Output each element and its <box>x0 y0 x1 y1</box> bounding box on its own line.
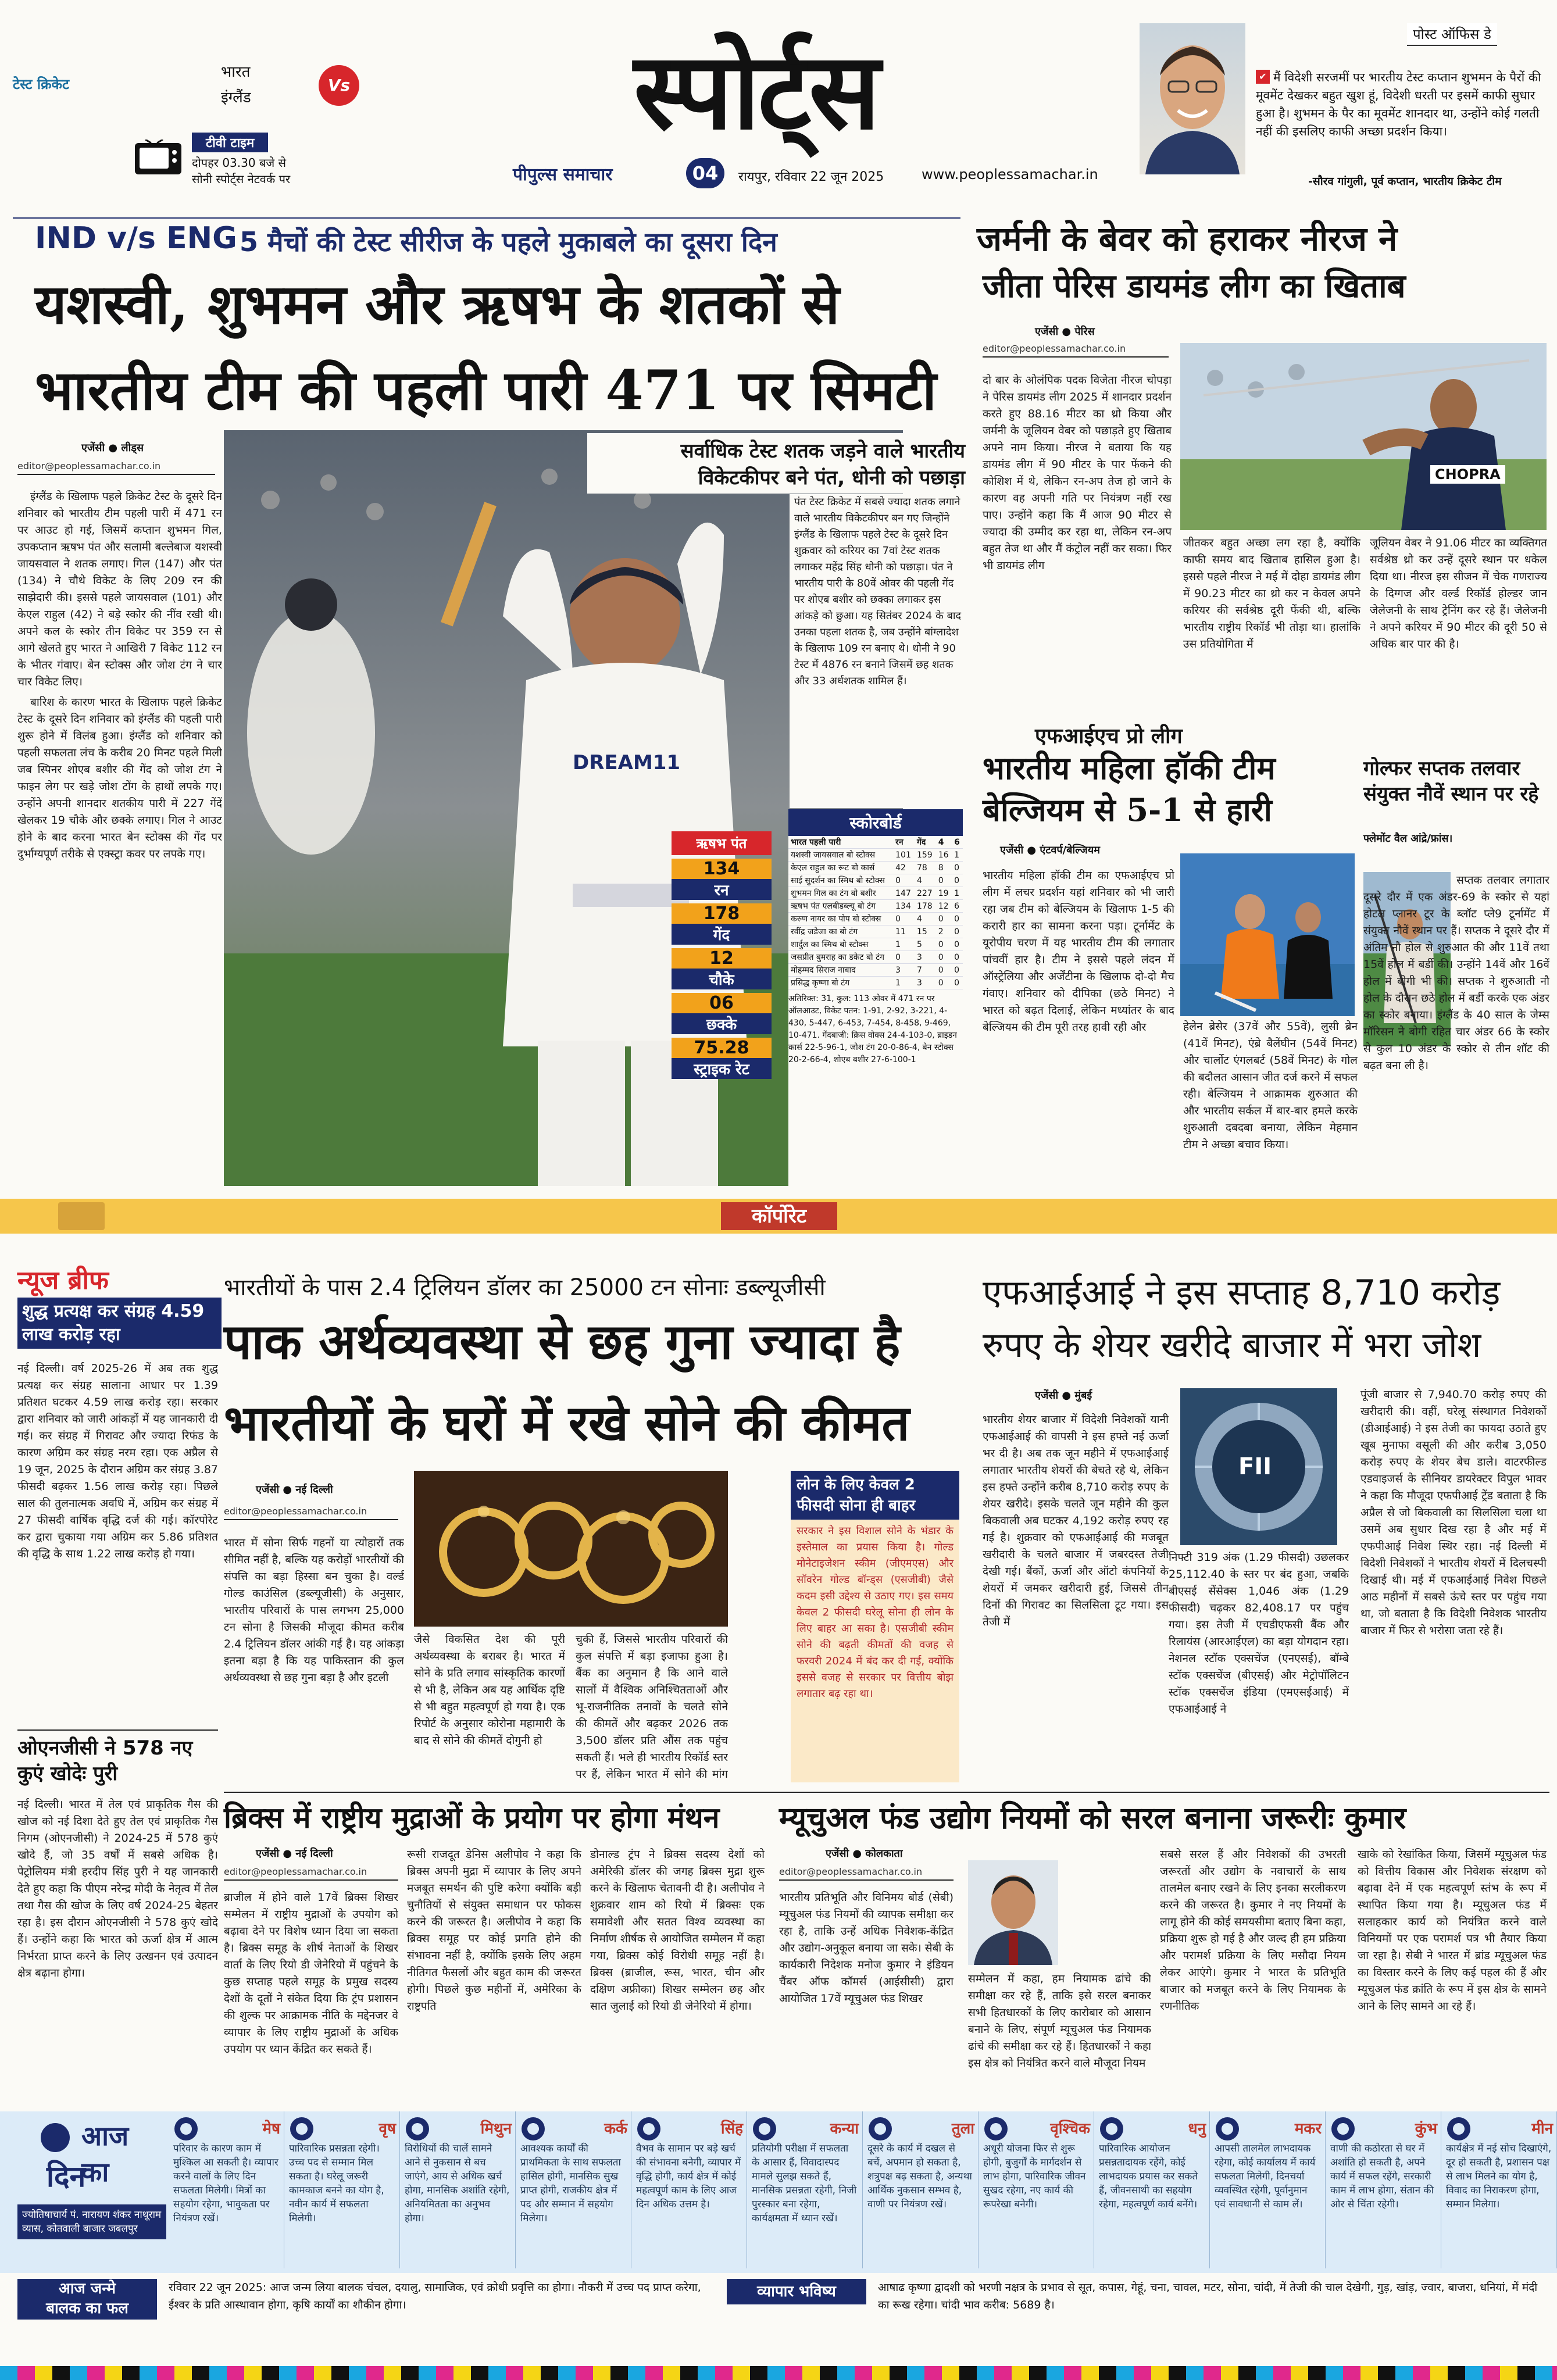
postoffice-label-text: पोस्ट ऑफिस डे <box>1413 26 1491 42</box>
stat-sixes-label: छक्के <box>672 1013 772 1034</box>
zodiac-name: मकर <box>1294 2120 1322 2138</box>
score-cell: 0 <box>936 951 952 964</box>
loan-title: लोन के लिए केवल 2 फीसदी सोना ही बाहर <box>791 1471 959 1520</box>
cricket-tag: IND v/s ENG <box>35 221 237 256</box>
zodiac-sign-box <box>1094 2111 1210 2268</box>
hockey-body-1: भारतीय महिला हॉकी टीम का एफआईएच प्रो लीग में लचर प्रदर्शन यहां शनिवार को भी जारी रहा जब टीम को बेल्जियम के खिलाफ 1-5 की करारी हार का सामना करना पड़ा। टूर्नामेंट के यूरोपीय चरण में यह भारतीय टीम की लगातार पांचवीं हार है। टीम ने इससे पहले लंदन में ऑस्ट्रेलिया और अर्जेंटीना के खिलाफ दो-दो मैच गंवाए। शनिवार को दीपिका (छठे मिनट) ने भारत को बढ़त दिलाई, लेकिन मध्यांतर के बाद बेल्जियम की टीम पूरी तरह हावी रही और <box>983 869 1174 1034</box>
mf-byline: एजेंसी ● कोलकाता <box>826 1847 903 1860</box>
mf-body-2: सम्मेलन में कहा, हम नियामक ढांचे की समीक्षा कर रहे हैं, ताकि इसे सरल बनाकर सभी हितधारकों के लिए कारोबार को आसान बनाने के लिए, संपूर्ण म्यूचुअल फंड नियामक ढांचे की समीक्षा कर रहे हैं। हितधारकों ने कहा इस क्षेत्र को नियंत्रित करने वाले मौजूदा नियम <box>968 1972 1151 2070</box>
score-cell: 15 <box>915 925 936 938</box>
born-text: रविवार 22 जून 2025: आज जन्म लिया बालक चंचल, दयालु, सामाजिक, एवं क्रोधी प्रवृत्ति का होगा। नौकरी में उच्च पद प्राप्त करेगा, ईश्वर के प्रति आस्थावान होगा, कृषि कार्यों का शौकीन होगा। <box>169 2281 701 2311</box>
batter-cell: मोहम्मद सिराज नाबाद <box>788 964 893 977</box>
scoreboard-row <box>788 951 963 964</box>
masthead-left-label: टेस्ट क्रिकेट <box>13 76 70 92</box>
zodiac-icon <box>636 2116 662 2142</box>
fii-headline-1: एफआईआई ने इस सप्ताह 8,710 करोड़ <box>983 1273 1501 1313</box>
zodiac-name: मेष <box>262 2120 280 2138</box>
hockey-headline-1: भारतीय महिला हॉकी टीम <box>983 749 1276 787</box>
neeraj-bib: CHOPRA <box>1430 465 1505 484</box>
zodiac-text: वैभव के सामान पर बड़े खर्च की संभावना बनेगी, व्यापार में वृद्धि होगी, कार्य क्षेत्र में कोई महत्वपूर्ण काम के लिए आज दिन अधिक उत्तम है। <box>636 2143 741 2210</box>
score-cell: 0 <box>936 913 952 925</box>
brief1-body: नई दिल्ली। वर्ष 2025-26 में अब तक शुद्ध प्रत्यक्ष कर संग्रह सालाना आधार पर 1.39 प्रतिशत घटकर 4.59 लाख करोड़ रहा। सरकार द्वारा शनिवार को जारी आंकड़ों में यह जानकारी दी गई। कर संग्रह में गिरावट और ज्यादा रिफंड के कारण अग्रिम कर संग्रह नरम रहा। एक अप्रैल से 19 जून, 2025 के दौरान अग्रिम कर संग्रह 3.87 फीसदी बढ़कर 1.56 लाख करोड़ रहा। पिछले साल की तुलनात्मक अवधि में, अग्रिम कर संग्रह में 27 फीसदी वार्षिक वृद्धि दर्ज की गई। कॉरपोरेट कर द्वारा चुकाया गया अग्रिम कर 5.86 प्रतिशत की वृद्धि के साथ 1.22 लाख करोड़ हो गया। <box>17 1362 218 1560</box>
market-label <box>727 2279 866 2304</box>
batter-cell: यशस्वी जायसवाल बो स्टोक्स <box>788 849 893 862</box>
stat-balls-value: 178 <box>672 903 772 924</box>
zodiac-icon <box>752 2116 777 2142</box>
score-cell: 0 <box>952 938 963 951</box>
kumar-photo <box>968 1860 1058 1965</box>
brics-byline: एजेंसी ● नई दिल्ली <box>256 1847 333 1860</box>
batter-cell: शुभमन गिल का टंग बो बशीर <box>788 887 893 900</box>
batter-cell: ऋषभ पंत एलबीडब्ल्यू बो टंग <box>788 900 893 913</box>
brief2-title: ओएनजीसी ने 578 नए कुएं खोदेः पुरी <box>17 1729 218 1786</box>
score-cell: 0 <box>952 964 963 977</box>
batter-cell: साई सुदर्शन का स्मिथ बो स्टोक्स <box>788 874 893 887</box>
scoreboard-footer: अतिरिक्त: 31, कुल: 113 ओवर में 471 रन पर ऑलआउट, विकेट पतन: 1-91, 2-92, 3-221, 4-430, 5-447, 6-453, 7-454, 8-458, 9-469, 10-471. गेंदबाजी: क्रिस वोक्स 24-4-103-0, ब्राइडन कार्स 22-5-96-1, जोश टंग 20-0-86-4, बेन स्टोक्स 20-2-66-4, शोएब बशीर 27-6-100-1 <box>788 994 957 1064</box>
hockey-body-2: हेलेन ब्रेसेर (37वें और 55वें), लुसी ब्रेन (41वें मिनट), एंब्रे बैलेंघीन (54वें मिनट) और चार्लोट एंगलबर्ट (58वें मिनट) के गोल की बदौलत आसान जीत दर्ज करने में सफल रही। बेल्जियम ने आक्रामक शुरुआत की और भारतीय सर्कल में बार-बार हमले करके शुरुआती दबदबा बनाया, लेकिन मेहमान टीम ने अच्छा बचाव किया। <box>1183 1020 1358 1151</box>
score-cell: 0 <box>952 977 963 989</box>
divider <box>13 217 960 219</box>
stat-runs-value: 134 <box>672 859 772 879</box>
hockey-photo <box>1180 853 1355 1016</box>
score-cell: 42 <box>893 862 915 874</box>
brics-body-1: ब्राजील में होने वाले 17वें ब्रिक्स शिखर सम्मेलन में राष्ट्रीय मुद्राओं के उपयोग को बढ़ावा देने पर विशेष ध्यान दिया जा सकता है। ब्रिक्स समूह के शीर्ष नेताओं के शिखर वार्ता के लिए रियो डी जेनेरियो में पहुंचने के कुछ सप्ताह पहले समूह के प्रमुख सदस्य देशों के दूतों ने संकेत दिया कि ट्रंप प्रशासन की शुल्क पर आक्रामक नीति के मद्देनजर वे व्यापार के लिए राष्ट्रीय मुद्राओं के अधिक उपयोग पर ध्यान केंद्रित कर सकते हैं। <box>224 1891 398 2056</box>
zodiac-text: अधूरी योजना फिर से शुरू होगी, बुजुर्गों के मार्गदर्शन से लाभ होगा, पारिवारिक जीवन सुखद रहेगा, नए कार्य की रूपरेखा बनेगी। <box>983 2143 1086 2210</box>
neeraj-body-1: दो बार के ओलंपिक पदक विजेता नीरज चोपड़ा ने पेरिस डायमंड लीग 2025 में शानदार प्रदर्शन करते हुए 88.16 मीटर का थ्रो किया और जर्मनी के जूलियन वेबर को पछाड़ते हुए खिताब अपने नाम किया। नीरज ने बताया कि यह डायमंड लीग में 90 मीटर के पार फेंकने की कोशिश में थे, लेकिन रन-अप तेज हो जाने के कारण वह अपनी गति पर नियंत्रण नहीं रख पाए। उन्होंने कहा कि मैं आज 90 मीटर से ज्यादा की उम्मीद कर रहा था, लेकिन रन-अप बहुत तेज था और मैं कंट्रोल नहीं कर सका। फिर भी डायमंड लीग <box>983 374 1172 572</box>
neeraj-email: editor@peoplessamachar.co.in <box>983 343 1169 358</box>
scoreboard-table <box>788 836 963 989</box>
gold-jewellery-photo <box>414 1471 728 1627</box>
zodiac-text: कार्यक्षेत्र में नई सोच दिखाएंगे, दूर हो सकती है, प्रशासन पक्ष से लाभ मिलने का योग है, विवाद का निराकरण होगा, सम्मान मिलेगा। <box>1446 2143 1552 2210</box>
gold-body-1: भारत में सोना सिर्फ गहनों या त्योहारों तक सीमित नहीं है, बल्कि यह करोड़ों भारतीयों की संपत्ति का बड़ा हिस्सा बन चुका है। वर्ल्ड गोल्ड काउंसिल (डब्ल्यूजीसी) के अनुसार, भारतीय परिवारों के पास लगभग 25,000 टन सोना है जिसकी मौजूदा कीमत करीब 2.4 ट्रिलियन डॉलर आंकी गई है। यह आंकड़ा इतना बड़ा है कि यह पाकिस्तान की कुल अर्थव्यवस्था से छह गुना बड़ा है और इटली <box>224 1536 404 1684</box>
fii-byline: एजेंसी ● मुंबई <box>1035 1389 1092 1402</box>
hockey-headline-2: बेल्जियम से 5-1 से हारी <box>983 791 1272 828</box>
score-cell: 12 <box>936 900 952 913</box>
divider <box>224 1792 1549 1793</box>
cricket-email: editor@peoplessamachar.co.in <box>17 460 215 475</box>
zodiac-name: तुला <box>951 2120 974 2138</box>
zodiac-name: कर्क <box>604 2120 627 2138</box>
jersey-logo: DREAM11 <box>573 751 681 774</box>
neeraj-body-2: जीतकर बहुत अच्छा लग रहा है, क्योंकि काफी समय बाद खिताब हासिल हुआ है। इससे पहले नीरज ने मई में दोहा डायमंड लीग में 90.23 मीटर का थ्रो कर न केवल अपने करियर की सर्वश्रेष्ठ दूरी फेंकी थी, बल्कि भारतीय राष्ट्रीय रिकॉर्ड भी तोड़ा था। हालांकि उस प्रतियोगिता में <box>1183 537 1360 651</box>
hockey-kicker: एफआईएच प्रो लीग <box>1035 724 1183 748</box>
score-cell: 19 <box>936 887 952 900</box>
zodiac-sign-box <box>284 2111 400 2268</box>
pant-stats-panel <box>672 831 772 1079</box>
horoscope-title-2: दिन <box>47 2160 86 2193</box>
zodiac-name: सिंह <box>720 2120 743 2138</box>
hockey-byline: एजेंसी ● एंटवर्प/बेल्जियम <box>1000 844 1100 856</box>
batter-cell: प्रसिद्ध कृष्णा बो टंग <box>788 977 893 989</box>
gold-kicker: भारतीयों के पास 2.4 ट्रिलियन डॉलर का 25000 टन सोनाः डब्ल्यूजीसी <box>224 1274 826 1301</box>
zodiac-sign-box <box>631 2111 747 2268</box>
cricket-body <box>17 488 222 1186</box>
masthead <box>0 0 1557 201</box>
neeraj-byline: एजेंसी ● पेरिस <box>1035 326 1095 338</box>
score-cell: 78 <box>915 862 936 874</box>
zodiac-name: मीन <box>1531 2120 1553 2138</box>
scoreboard-row <box>788 900 963 913</box>
score-cell: 1 <box>893 938 915 951</box>
page-number <box>686 158 724 188</box>
mf-body-1: भारतीय प्रतिभूति और विनिमय बोर्ड (सेबी) म्यूचुअल फंड नियमों की व्यापक समीक्षा कर रहा है, ताकि उन्हें अधिक निवेशक-केंद्रित और उद्योग-अनुकूल बनाया जा सके। सेबी के कार्यकारी निदेशक मनोज कुमार ने इंडियन चैंबर ऑफ कॉमर्स (आईसीसी) द्वारा आयोजित 17वें म्यूचुअल फंड शिखर <box>779 1891 954 2005</box>
score-cell: 101 <box>893 849 915 862</box>
pant-record-story: पंत टेस्ट क्रिकेट में सबसे ज्यादा शतक लगाने वाले भारतीय विकेटकीपर बन गए जिन्होंने इंग्लैंड के खिलाफ पहले टेस्ट के दूसरे दिन शुक्रवार को करियर का 7वां टेस्ट शतक लगाकर महेंद्र सिंह धोनी को पछाड़ा। पंत ने भारतीय पारी के 80वें ओवर की पहली गेंद पर शोएब बशीर को छक्का लगाकर इस आंकड़े को छुआ। यह सितंबर 2024 के बाद उनका पहला शतक है, जब उन्होंने बांग्लादेश के खिलाफ 109 रन बनाए थे। धोनी ने 90 टेस्ट में 4876 रन बनाने जिसमें छह शतक और 33 अर्धशतक शामिल हैं। <box>790 494 966 808</box>
stat-balls-label: गेंद <box>672 924 772 945</box>
ganguly-photo <box>1140 23 1245 174</box>
stat-runs-label: रन <box>672 879 772 900</box>
zodiac-icon <box>1446 2116 1472 2142</box>
team-b: इंग्लैंड <box>221 89 251 106</box>
born-label <box>17 2279 157 2320</box>
fii-coin-text: FII <box>1238 1453 1272 1480</box>
cricket-body-p1: इंग्लैंड के खिलाफ पहले क्रिकेट टेस्ट के दूसरे दिन शनिवार को भारतीय टीम पहली पारी में 471 रन पर आउट हो गई, जिसमें कप्तान शुभमन गिल, उपकप्तान ऋषभ पंत और सलामी बल्लेबाज यशस्वी जायसवाल ने शतक लगाए। गिल (147) और पंत (134) ने चौथे विकेट के लिए 209 रन की साझेदारी की। इससे पहले जायसवाल (101) और केएल राहुल (42) ने बड़े स्कोर की नींव रखी थी। अपने कल के स्कोर तीन विकेट पर 359 रन से आगे खेलते हुए भारत ने आखिरी 7 विकेट 112 रन के भीतर गंवाए। बेन स्टोक्स और जोश टंग ने चार चार विकेट लिए। <box>17 490 222 688</box>
scoreboard-header-row <box>788 836 963 849</box>
zodiac-sign-box <box>169 2111 284 2268</box>
score-cell: 1 <box>893 977 915 989</box>
score-cell: 0 <box>952 925 963 938</box>
loan-box <box>791 1471 959 1782</box>
zodiac-sign-box <box>400 2111 516 2268</box>
zodiac-sign-box <box>863 2111 979 2268</box>
born-label-1: आज जन्मे <box>58 2280 116 2297</box>
score-cell: 0 <box>936 938 952 951</box>
scoreboard-row <box>788 849 963 862</box>
zodiac-icon <box>867 2116 893 2142</box>
photo-caption-line-2: विकेटकीपर बने पंत, धोनी को पछाड़ा <box>698 466 965 489</box>
horoscope-title-1: आज का <box>81 2120 129 2188</box>
batter-cell: करुण नायर का पोप बो स्टोक्स <box>788 913 893 925</box>
score-cell: 0 <box>893 913 915 925</box>
postoffice-quote: मैं विदेशी सरजमीं पर भारतीय टेस्ट कप्तान शुभमन के पैरों की मूवमेंट देखकर बहुत खुश हूं, विदेशी धरती पर इसमें काफी सुधार हुआ है। शुभमन के पैर का मूवमेंट शानदार था, उन्होंने कोई गलती नहीं की इसलिए काफी अच्छा प्रदर्शन किया। <box>1256 70 1541 138</box>
score-cell: 3 <box>893 964 915 977</box>
score-cell: 7 <box>915 964 936 977</box>
scoreboard-body <box>788 849 963 989</box>
news-brief-label: न्यूज ब्रीफ <box>17 1266 109 1295</box>
scoreboard-header-cell: गेंद <box>915 836 936 849</box>
neeraj-headline-1: जर्मनी के बेवर को हराकर नीरज ने <box>977 219 1398 259</box>
born-label-2: बालक का फल <box>46 2300 128 2317</box>
astrologer: ज्योतिषाचार्य पं. नारायण शंकर नाथूराम व्यास, कोतवाली बाजार जबलपुर <box>17 2204 166 2239</box>
horoscope-section <box>0 2111 1557 2273</box>
brics-headline: ब्रिक्स में राष्ट्रीय मुद्राओं के प्रयोग पर होगा मंथन <box>224 1800 720 1835</box>
tv-label-text: टीवी टाइम <box>206 136 255 151</box>
golf-byline: फ्लेमोंट वैल आंद्रे/फ्रांस। <box>1363 832 1453 845</box>
mf-email: editor@peoplessamachar.co.in <box>779 1866 954 1881</box>
neeraj-headline-2: जीता पेरिस डायमंड लीग का खिताब <box>983 267 1406 305</box>
cricket-kicker: 5 मैचों की टेस्ट सीरीज के पहले मुकाबले का दूसरा दिन <box>240 226 777 258</box>
stat-fours-value: 12 <box>672 948 772 969</box>
batter-cell: केएल राहुल का रूट बो कार्स <box>788 862 893 874</box>
market-text: आषाढ कृष्णा द्वादशी को भरणी नक्षत्र के प्रभाव से सूत, कपास, गेहूं, चना, चावल, मटर, सोना, चांदी, में तेजी की चाल देखेगी, गुड़, खांड़, ज्वार, बाजरा, धनियां, में मंदी का रूख रहेगा। चांदी भाव करीब: 5689 है। <box>878 2281 1538 2311</box>
zodiac-name: धनु <box>1188 2120 1206 2138</box>
score-cell: 3 <box>915 977 936 989</box>
photo-caption <box>587 433 971 494</box>
brics-email: editor@peoplessamachar.co.in <box>224 1866 398 1881</box>
scoreboard-title: स्कोरबोर्ड <box>788 809 963 836</box>
zodiac-name: वृष <box>378 2120 396 2138</box>
gold-email: editor@peoplessamachar.co.in <box>224 1506 398 1520</box>
score-cell: 4 <box>915 874 936 887</box>
cricket-byline: एजेंसी ● लीड्स <box>81 442 144 454</box>
score-cell: 147 <box>893 887 915 900</box>
tv-time: दोपहर 03.30 बजे से <box>192 156 287 170</box>
tv-icon <box>134 140 183 177</box>
brics-body-3: डोनाल्ड ट्रंप ने ब्रिक्स सदस्य देशों को अमेरिकी डॉलर की जगह ब्रिक्स मुद्रा शुरू करने के खिलाफ चेतावनी दी है। अलीपोव ने शुक्रवार शाम को रियो में ब्रिक्सः एक समावेशी और सतत विश्व व्यवस्था का निर्माण शीर्षक से आयोजित सम्मेलन में कहा गया, ब्रिक्स कोई विरोधी समूह नहीं है। ब्रिक्स (ब्राजील, रूस, भारत, चीन और दक्षिण अफ्रीका) शिखर सम्मेलन छह और सात जुलाई को रियो डी जेनेरियो में होगा। <box>590 1848 765 2013</box>
market-label-text: व्यापार भविष्य <box>757 2283 836 2300</box>
score-cell: 6 <box>952 900 963 913</box>
score-cell: 3 <box>915 951 936 964</box>
zodiac-text: प्रतियोगी परीक्षा में सफलता के आसार हैं, विवादास्पद मामले सुलझ सकते हैं, मानसिक प्रसन्नता रहेगी, निजी पुरस्कार बना रहेगा, कार्यक्षमता में ध्यान रखें। <box>752 2143 857 2224</box>
cricket-body-p2: बारिश के कारण भारत के खिलाफ पहले क्रिकेट टेस्ट के दूसरे दिन शनिवार को इंग्लैंड की पहली पारी शुरू होने में विलंब हुआ। इंग्लैंड को शनिवार को पहली सफलता लंच के करीब 20 मिनट पहले मिली जब स्पिनर शोएब बशीर की गेंद को जोश टंग ने फाइन लेग पर खड़े जोश टोंग के हाथों लपके गए। उन्होंने अपनी शानदार शतकीय पारी में 227 गेंदें खेलकर 19 चौके और छक्के लगाए। गिल ने आउट होने के बाद करना भारत बेन स्टोक्स की गेंद पर दुर्भाग्यपूर्ण तरीके से एक्स्ट्रा कवर पर लपके गए। <box>17 696 222 860</box>
score-cell: 178 <box>915 900 936 913</box>
horoscope-title-box <box>12 2111 163 2273</box>
gold-headline-1: पाक अर्थव्यवस्था से छह गुना ज्यादा है <box>224 1313 901 1370</box>
stat-fours-label: चौके <box>672 969 772 989</box>
fii-coin-photo <box>1180 1388 1337 1545</box>
zodiac-name: कन्या <box>830 2120 859 2138</box>
stat-sr-value: 75.28 <box>672 1038 772 1058</box>
stat-sr-label: स्ट्राइक रेट <box>672 1058 772 1079</box>
zodiac-row <box>169 2111 1557 2273</box>
scoreboard-header-cell: 4 <box>936 836 952 849</box>
cricket-headline-1: यशस्वी, शुभमन और ऋषभ के शतकों से <box>35 273 840 337</box>
stat-sixes-value: 06 <box>672 993 772 1013</box>
score-cell: 0 <box>893 874 915 887</box>
golf-body: सप्तक तलवार लगातार दूसरे दौर में एक अंडर-69 के स्कोर से यहां होटल प्लानर टूर के ब्लॉट प्ले9 टूर्नामेंट में संयुक्त नौवें स्थान पर हैं। सप्तक ने दूसरे दौर में अंतिम नौ होल से शुरुआत की और 11वें तथा 15वें होल में बर्डी की। उन्होंने 14वें और 16वें होल में बोगी भी की। सप्तक ने शुरुआती नौ होल के दौरान छठे होल में बर्डी करके एक अंडर का स्कोर बनाया। इंग्लैंड के 40 साल के जेम्स मॉरिसन ने बोगी रहित चार अंडर 66 के स्कोर से कुल 10 अंडर के स्कोर से तीन शॉट की बढ़त बना ली है। <box>1363 874 1549 1072</box>
fii-headline-2: रुपए के शेयर खरीदे बाजार में भरा जोश <box>983 1325 1481 1366</box>
brief1-title: शुद्ध प्रत्यक्ष कर संग्रह 4.59 लाख करोड़ रहा <box>17 1298 222 1349</box>
batter-cell: जसप्रीत बुमराह का डकेट बो टंग <box>788 951 893 964</box>
zodiac-sign-box <box>1210 2111 1326 2268</box>
paper-name: पीपुल्स समाचार <box>513 165 613 185</box>
scoreboard-row <box>788 964 963 977</box>
score-cell: 16 <box>936 849 952 862</box>
batter-cell: रवींद्र जडेजा का बो टंग <box>788 925 893 938</box>
zodiac-sign-box <box>979 2111 1094 2268</box>
batter-cell: शार्दुल का स्मिथ बो स्टोक्स <box>788 938 893 951</box>
zodiac-text: पारिवारिक प्रसन्नता रहेगी। उच्च पद से सम्मान मिल सकता है। घरेलू जरूरी कामकाज बनने का योग है, नवीन कार्य में सफलता मिलेगी। <box>289 2143 384 2224</box>
scoreboard-row <box>788 913 963 925</box>
zodiac-icon <box>983 2116 1009 2142</box>
gold-byline: एजेंसी ● नई दिल्ली <box>256 1484 333 1496</box>
neeraj-body-3: जूलियन वेबर ने 91.06 मीटर का व्यक्तिगत सर्वश्रेष्ठ थ्रो कर उन्हें दूसरे स्थान पर धकेल दिया था। नीरज इस सीजन में चेक गणराज्य के दिग्गज और वर्ल्ड रिकॉर्ड होल्डर जान जेलेजनी के साथ ट्रेनिंग कर रहे हैं। जेलेजनी ने अपने करियर में 90 मीटर की दूरी 50 से अधिक बार पार की है। <box>1370 537 1547 651</box>
score-cell: 0 <box>893 951 915 964</box>
corporate-label-text: कॉर्पोरेट <box>751 1205 807 1228</box>
mf-body-3: सबसे सरल हैं और निवेशकों की उभरती जरूरतों और उद्योग के नवाचारों के साथ तालमेल बनाए रखने के लिए इनका सरलीकरण करने की जरूरत है। कुमार ने नए नियमों के लागू होने की कोई समयसीमा बताए बिना कहा, प्रक्रिया शुरू हो गई है और जल्द ही हम प्रक्रिया और परामर्श प्रक्रिया के लिए मसौदा नियम लेकर आएंगे। कुमार ने भारत के प्रतिभूति बाजार को मजबूत करने के लिए नियामक के रणनीतिक <box>1160 1848 1346 2013</box>
scoreboard-row <box>788 925 963 938</box>
score-cell: 2 <box>936 925 952 938</box>
score-cell: 227 <box>915 887 936 900</box>
scoreboard-row <box>788 874 963 887</box>
zodiac-text: दूसरे के कार्य में दखल से बचें, अपमान हो सकता है, शत्रुपक्ष बढ़ सकता है, अन्यथा आर्थिक नुकसान सम्भव है, वाणी पर नियंत्रण रखें। <box>867 2143 972 2210</box>
score-cell: 134 <box>893 900 915 913</box>
tv-channel: सोनी स्पोर्ट्स नेटवर्क पर <box>192 172 291 186</box>
score-cell: 0 <box>936 964 952 977</box>
zodiac-text: आवश्यक कार्यों की प्राथमिकता के साथ सफलता हासिल होगी, मानसिक सुख प्राप्त होगी, राजकीय क्षेत्र में पद और सम्मान में सहयोग मिलेगा। <box>520 2143 621 2224</box>
corporate-label <box>721 1202 837 1230</box>
score-cell: 1 <box>952 887 963 900</box>
score-cell: 1 <box>952 849 963 862</box>
zodiac-text: आपसी तालमेल लाभदायक रहेगा, कोई कार्यालय में कार्य सफलता मिलेगी, दिनचर्या व्यवस्थित रहेगी, पूर्वानुमान एवं सावधानी से काम लें। <box>1215 2143 1316 2210</box>
score-cell: 159 <box>915 849 936 862</box>
zodiac-sign-box <box>747 2111 863 2268</box>
score-cell: 8 <box>936 862 952 874</box>
brics-body-2: रूसी राजदूत डेनिस अलीपोव ने कहा कि ब्रिक्स अपनी मुद्रा में व्यापार के लिए अपने मजबूत समर्थन की पुष्टि करेगा क्योंकि बड़ी चुनौतियों से संयुक्त समाधान पर फोकस करने की जरूरत है। अलीपोव ने कहा कि ब्रिक्स समूह पर कोई प्रगति होने की संभावना नहीं है, क्योंकि इसके लिए अहम नीतिगत फैसलों और बहुत काम की जरूरत होगी। पिछले कुछ महीनों में, अमेरिका के राष्ट्रपति <box>407 1848 581 2013</box>
zodiac-icon <box>1099 2116 1124 2142</box>
vs-badge <box>319 65 359 106</box>
postoffice-author: -सौरव गांगुली, पूर्व कप्तान, भारतीय क्रिकेट टीम <box>1308 175 1502 188</box>
score-cell: 0 <box>952 951 963 964</box>
fii-body-1: भारतीय शेयर बाजार में विदेशी निवेशकों यानी एफआईआई की वापसी ने इस हफ्ते नई ऊर्जा भर दी है। अब तक जून महीने में एफआईआई लगातार भारतीय शेयरों की बेचते रहे थे, लेकिन इस हफ्ते उन्होंने करीब 8,710 करोड़ रुपए के शेयर खरीदे। इसके चलते जून महीने की कुल बिकवाली अब घटकर 4,192 करोड़ रुपए रह गई है। शुक्रवार को एफआईआई की मजबूत खरीदारी के चलते बाजार में जबरदस्त तेजी देखी गई। बैंकों, ऊर्जा और ऑटो कंपनियों के शेयरों में जमकर खरीदारी हुई, जिससे तीन दिनों की गिरावट का सिलसिला टूट गया। इस तेजी में <box>983 1413 1169 1628</box>
zodiac-text: परिवार के कारण काम में मुश्किल आ सकती है। व्यापार करने वालों के लिए दिन सफलता मिलेगी। मित्रों का सहयोग रहेगा, भावुकता पर नियंत्रण रखें। <box>173 2143 278 2224</box>
zodiac-text: पारिवारिक आयोजन प्रसन्नतादायक रहेंगे, कोई लाभदायक प्रयास कर सकते हैं, जीवनसाथी का सहयोग रहेगा, महत्वपूर्ण कार्य बनेंगे। <box>1099 2143 1198 2210</box>
zodiac-icon <box>1215 2116 1240 2142</box>
gold-headline-2: भारतीयों के घरों में रखे सोने की कीमत <box>224 1394 910 1452</box>
score-cell: 0 <box>952 913 963 925</box>
team-a: भारत <box>221 63 251 81</box>
postoffice-label <box>1407 23 1497 46</box>
zodiac-icon <box>289 2116 315 2142</box>
loan-body: सरकार ने इस विशाल सोने के भंडार के इस्तेमाल का प्रयास किया है। गोल्ड मोनेटाइजेशन स्कीम (जीएमएस) और सॉवरेन गोल्ड बॉन्ड्स (एसजीबी) जैसे कदम इसी उद्देश्य से उठाए गए। इस समय केवल 2 फीसदी घरेलू सोना ही लोन के लिए बाहर आ सका है। एसजीबी स्कीम सोने की बढ़ती कीमतों की वजह से फरवरी 2024 में बंद कर दी गई, क्योंकि इससे वजह से सरकार पर वित्तीय बोझ लगातार बढ़ रहा था। <box>797 1525 954 1700</box>
scoreboard-row <box>788 977 963 989</box>
zodiac-icon <box>1330 2116 1356 2142</box>
horoscope-emblem <box>41 2123 70 2152</box>
scoreboard-row <box>788 887 963 900</box>
zodiac-sign-box <box>516 2111 631 2268</box>
score-cell: 0 <box>952 862 963 874</box>
fii-body-3: पूंजी बाजार से 7,940.70 करोड़ रुपए की खरीदारी की। वहीं, घरेलू संस्थागत निवेशकों (डीआईआई) ने इस तेजी का फायदा उठाते हुए खूब मुनाफा वसूली की और करीब 3,050 करोड़ रुपए के शेयर बेच डाले। वाटरफील्ड एडवाइजर्स के सीनियर डायरेक्टर विपुल भावर ने कहा कि मौजूदा एफपीआई ट्रेंड बताता है कि अप्रैल से जो बिकवाली का सिलसिला चला था उसमें अब सुधार दिख रहा है और मई में एफपीआई निवेश स्थिर रहा। नई दिल्ली में विदेशी निवेशकों ने भारतीय शेयरों में दिलचस्पी दिखाई थी। मई में एफआईआई निवेश पिछले आठ महीनों में सबसे ऊंचे स्तर पर पहुंच गया था, जो बताता है कि विदेशी निवेशक भारतीय बाजार में फिर से भरोसा जता रहे हैं। <box>1360 1388 1547 1637</box>
score-cell: 11 <box>893 925 915 938</box>
fii-body-2: निफ्टी 319 अंक (1.29 फीसदी) उछलकर 25,112.40 के स्तर पर बंद हुआ, जबकि बीएसई सेंसेक्स 1,046 अंक (1.29 फीसदी) चढ़कर 82,408.17 पर पहुंच गया। इस तेजी में एचडीएफसी बैंक और रिलायंस (आरआईएल) का बड़ा योगदान रहा। नेशनल स्टॉक एक्सचेंज (एनएसई), बॉम्बे स्टॉक एक्सचेंज (बीएसई) और मेट्रोपॉलिटन स्टॉक एक्सचेंज इंडिया (एमएसईआई) में एफआईआई ने <box>1169 1551 1349 1716</box>
scoreboard-header-cell: रन <box>893 836 915 849</box>
print-color-bar <box>0 2366 1557 2380</box>
vs-text: Vs <box>327 76 351 95</box>
corporate-band <box>0 1199 1557 1234</box>
scoreboard-header-cell: भारत पहली पारी <box>788 836 893 849</box>
mf-headline: म्यूचुअल फंड उद्योग नियमों को सरल बनाना जरूरीः कुमार <box>779 1800 1406 1836</box>
zodiac-sign-box <box>1441 2111 1557 2268</box>
scoreboard-row <box>788 862 963 874</box>
stats-title: ऋषभ पंत <box>672 831 772 855</box>
zodiac-name: कुंभ <box>1415 2120 1437 2138</box>
brief2-body: नई दिल्ली। भारत में तेल एवं प्राकृतिक गैस की खोज को नई दिशा देते हुए तेल एवं प्राकृतिक गैस निगम (ओएनजीसी) ने 2024-25 में 578 कुएं खोदे हैं, जो 35 वर्षों में सबसे अधिक है। पेट्रोलियम मंत्री हरदीप सिंह पुरी ने यह जानकारी देते हुए कहा कि पीएम नरेन्द्र मोदी के नेतृत्व में तेल तथा गैस की खोज के लिए वर्ष 2024-25 बेहतर रहा है। इस दौरान ओएनजीसी ने 578 कुएं खोदे हैं। उन्होंने कहा कि भारत को ऊर्जा क्षेत्र में आत्म निर्भरता प्राप्त करने के लिए उत्खनन एवं उत्पादन क्षेत्र बढ़ाना होगा। <box>17 1798 218 1979</box>
cricket-headline-2: भारतीय टीम की पहली पारी 471 पर सिमटी <box>35 359 937 423</box>
golf-headline: गोल्फर सप्तक तलवार संयुक्त नौवें स्थान पर रहे <box>1363 757 1539 806</box>
website: www.peoplessamachar.in <box>922 166 1098 183</box>
tv-label <box>192 133 268 152</box>
scoreboard <box>788 809 963 1187</box>
score-cell: 5 <box>915 938 936 951</box>
dateline: रायपुर, रविवार 22 जून 2025 <box>738 170 884 184</box>
gold-body-3: चुकी हैं, जिससे भारतीय परिवारों की कुल संपत्ति में बड़ा इजाफा हुआ है। बैंक का अनुमान है कि आने वाले सालों में वैश्विक अनिश्चितताओं और भू-राजनीतिक तनावों के चलते सोने की कीमतें और बढ़कर 2026 तक 3,500 डॉलर प्रति औंस तक पहुंच सकती हैं। भले ही भारतीय रिकॉर्ड स्तर पर हैं, लेकिन भारत में सोने की मांग <box>576 1633 728 1781</box>
zodiac-name: वृश्चिक <box>1050 2120 1090 2138</box>
zodiac-text: विरोधियों की चालें सामने आने से नुकसान से बच जाएंगे, आय से अधिक खर्च होगा, मानसिक अशांति रहेगी, अनियमितता का अनुभव होगा। <box>405 2143 510 2224</box>
score-cell: 0 <box>952 874 963 887</box>
zodiac-name: मिथुन <box>480 2120 512 2138</box>
zodiac-sign-box <box>1326 2111 1441 2268</box>
gold-body-2: जैसे विकसित देश की पूरी अर्थव्यवस्था के बराबर है। भारत में सोने के प्रति लगाव सांस्कृतिक कारणों से भी है, लेकिन अब यह आर्थिक दृष्टि से भी बहुत महत्वपूर्ण हो गया है। एक रिपोर्ट के अनुसार कोरोना महामारी के बाद से सोने की कीमतें दोगुनी हो <box>414 1633 565 1747</box>
zodiac-icon <box>173 2116 199 2142</box>
mf-body-4: खाके को रेखांकित किया, जिसमें म्यूचुअल फंड को वित्तीय विकास और निवेशक संरक्षण को बढ़ावा देने में एक महत्वपूर्ण स्तंभ के रूप में स्थापित किया गया है। म्यूचुअल फंड में सलाहकार कार्य को नियंत्रित करने वाले विनियमों पर एक परामर्श पत्र भी तैयार किया जा रहा है। सेबी ने भारत में ब्रांड म्यूचुअल फंड का विस्तार करने के लिए कई पहल की हैं और म्यूचुअल फंड क्रांति के रूप में इस क्षेत्र के सामने आने के लिए सामने आ रहे हैं। <box>1358 1848 1547 2013</box>
zodiac-text: वाणी की कठोरता से घर में अशांति हो सकती है, अपने कार्य में सफल रहेंगे, सरकारी काम में लाभ होगा, संतान की ओर से चिंता रहेगी। <box>1330 2143 1434 2210</box>
paper-title: स्पोर्ट्स <box>634 30 879 153</box>
zodiac-icon <box>520 2116 546 2142</box>
scoreboard-row <box>788 938 963 951</box>
zodiac-icon <box>405 2116 430 2142</box>
score-cell: 0 <box>936 874 952 887</box>
market-icon <box>58 1202 105 1230</box>
neeraj-photo <box>1180 343 1547 530</box>
scoreboard-header-cell: 6 <box>952 836 963 849</box>
quote-icon: ✔ <box>1256 70 1270 84</box>
page-number-text: 04 <box>692 162 719 184</box>
photo-caption-line-1: सर्वाधिक टेस्ट शतक जड़ने वाले भारतीय <box>680 439 965 463</box>
score-cell: 4 <box>915 913 936 925</box>
score-cell: 0 <box>936 977 952 989</box>
